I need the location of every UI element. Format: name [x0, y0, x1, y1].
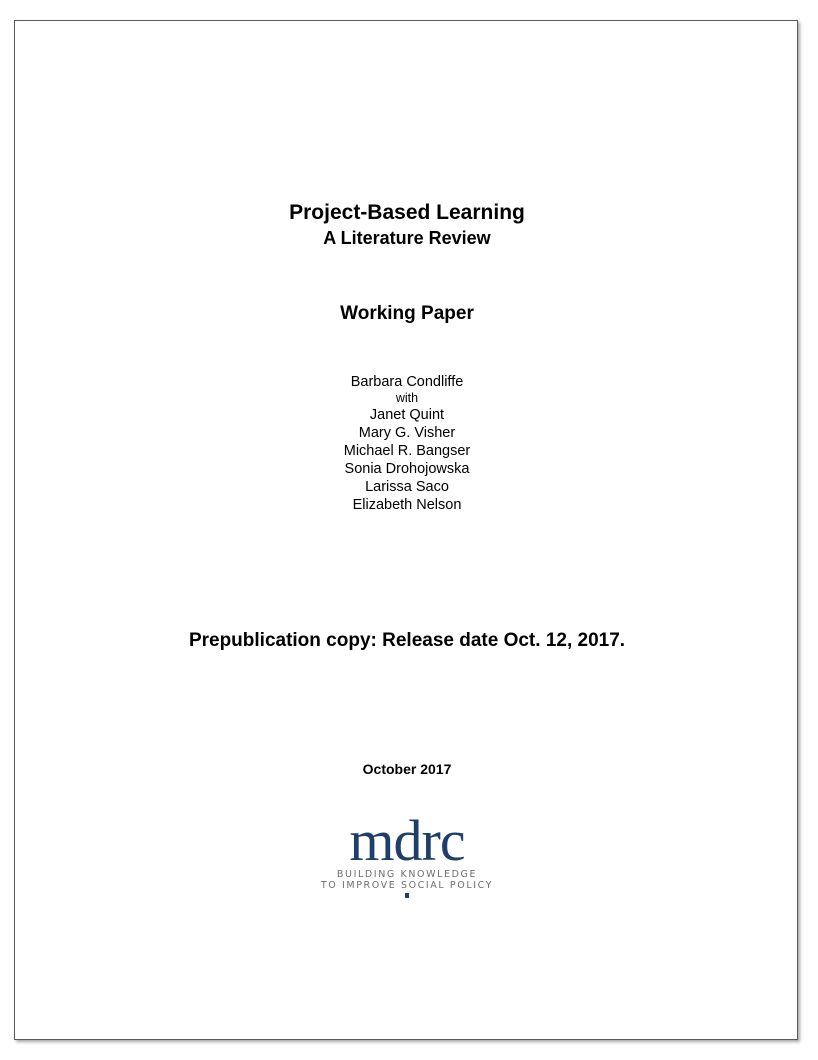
- prepublication-notice: Prepublication copy: Release date Oct. 12, 2017.: [188, 630, 626, 651]
- logo-tagline-line1: BUILDING KNOWLEDGE: [336, 869, 478, 880]
- logo-wordmark: mdrc: [349, 808, 465, 873]
- author-list: [15, 373, 799, 514]
- paper-type-label: Working Paper: [340, 303, 474, 324]
- logo-dot: [405, 893, 409, 898]
- coauthor: Janet Quint: [369, 407, 445, 423]
- coauthor: Elizabeth Nelson: [352, 497, 462, 513]
- with-label: with: [395, 391, 419, 405]
- document-page: [14, 20, 798, 1040]
- mdrc-logo: [15, 808, 799, 898]
- coauthor: Sonia Drohojowska: [344, 461, 470, 477]
- coauthor: Larissa Saco: [365, 479, 449, 495]
- publication-date: October 2017: [362, 761, 452, 777]
- coauthor: Michael R. Bangser: [343, 443, 471, 459]
- logo-tagline-line2: TO IMPROVE SOCIAL POLICY: [320, 880, 494, 891]
- document-subtitle: A Literature Review: [323, 228, 491, 248]
- coauthor: Mary G. Visher: [358, 425, 456, 441]
- lead-author: Barbara Condliffe: [350, 374, 464, 390]
- document-title: Project-Based Learning: [289, 201, 525, 224]
